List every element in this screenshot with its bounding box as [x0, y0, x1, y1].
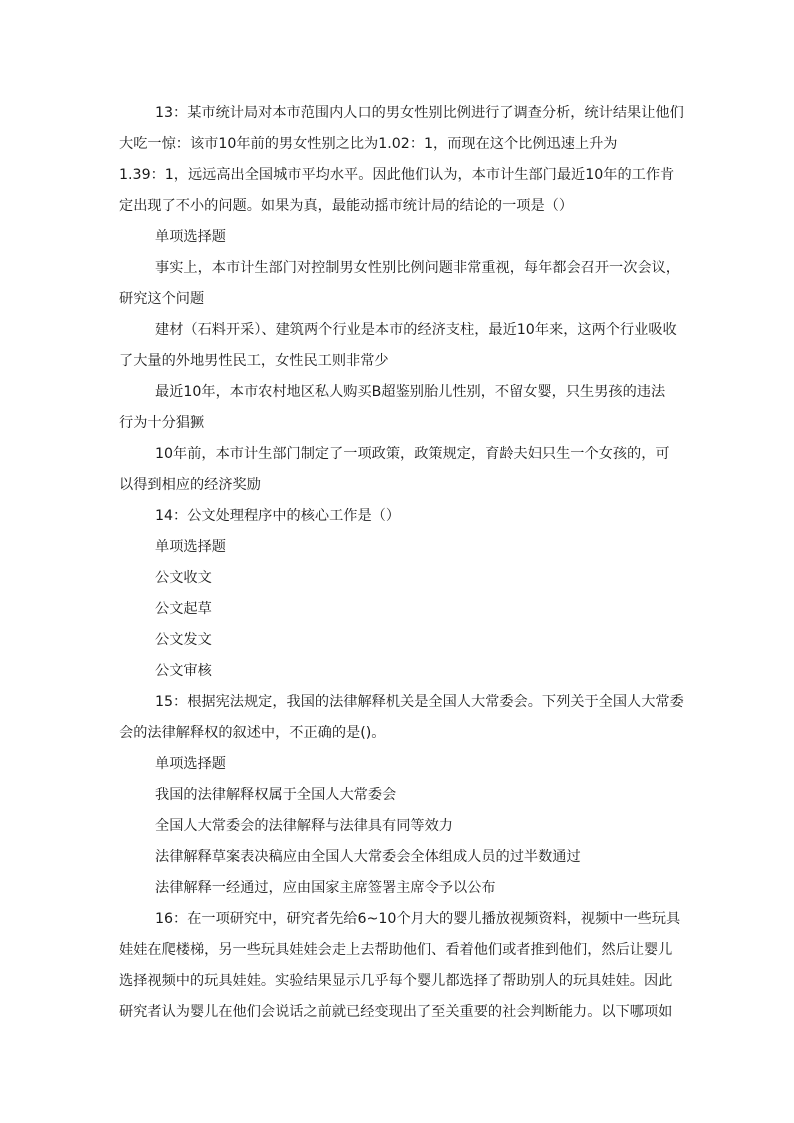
- question-13-line-2: 大吃一惊：该市10年前的男女性别之比为1.02：1，而现在这个比例迅速上升为: [119, 136, 618, 152]
- question-13-option-d: [119, 439, 675, 501]
- option-line: 最近10年，本市农村地区私人购买B超鉴别胎儿性别，不留女婴，只生男孩的违法: [155, 384, 666, 400]
- question-15-option-a: 我国的法律解释权属于全国人大常委会: [155, 787, 397, 803]
- question-16-stem: [119, 904, 681, 1028]
- question-14-option-d: 公文审核: [155, 663, 212, 679]
- question-13-option-c: [119, 377, 675, 439]
- question-13-line-4: 定出现了不小的问题。如果为真，最能动摇市统计局的结论的一项是（）: [119, 198, 574, 214]
- question-14-stem: 14：公文处理程序中的核心工作是（）: [155, 508, 401, 524]
- option-line: 研究这个问题: [119, 291, 205, 307]
- question-13-option-b: [119, 315, 675, 377]
- question-14-option-c: 公文发文: [155, 632, 212, 648]
- option-line: 行为十分猖獗: [119, 415, 205, 431]
- question-15-type: 单项选择题: [155, 756, 226, 772]
- document-body: [119, 98, 684, 1028]
- question-16-line-1: 16：在一项研究中，研究者先给6~10个月大的婴儿播放视频资料，视频中一些玩具: [155, 911, 681, 927]
- question-15-option-c: 法律解释草案表决稿应由全国人大常委会全体组成人员的过半数通过: [155, 849, 581, 865]
- question-14-type: 单项选择题: [155, 539, 226, 555]
- option-line: 10年前，本市计生部门制定了一项政策，政策规定，育龄夫妇只生一个女孩的，可: [155, 446, 670, 462]
- question-13-type: 单项选择题: [155, 229, 226, 245]
- option-line: 了大量的外地男性民工，女性民工则非常少: [119, 353, 389, 369]
- option-line: 以得到相应的经济奖励: [119, 477, 261, 493]
- option-line: 事实上，本市计生部门对控制男女性别比例问题非常重视，每年都会召开一次会议，: [155, 260, 680, 276]
- question-13-line-3: 1.39：1，远远高出全国城市平均水平。因此他们认为，本市计生部门最近10年的工作肯: [119, 167, 675, 183]
- question-14-option-a: 公文收文: [155, 570, 212, 586]
- option-line: 建材（石料开采）、建筑两个行业是本市的经济支柱，最近10年来，这两个行业吸收: [155, 322, 677, 338]
- question-16-line-4: 研究者认为婴儿在他们会说话之前就已经变现出了至关重要的社会判断能力。以下哪项如: [119, 1004, 673, 1020]
- question-15-line-2: 会的法律解释权的叙述中，不正确的是()。: [119, 725, 386, 741]
- question-13-option-a: [119, 253, 680, 315]
- question-16-line-2: 娃娃在爬楼梯，另一些玩具娃娃会走上去帮助他们、看着他们或者推到他们，然后让婴儿: [119, 942, 673, 958]
- question-14-option-b: 公文起草: [155, 601, 212, 617]
- question-15-option-d: 法律解释一经通过，应由国家主席签署主席令予以公布: [155, 880, 496, 896]
- question-15-option-b: 全国人大常委会的法律解释与法律具有同等效力: [155, 818, 453, 834]
- question-15-line-1: 15：根据宪法规定，我国的法律解释机关是全国人大常委会。下列关于全国人大常委: [155, 694, 684, 710]
- question-13-stem: [119, 98, 684, 222]
- question-15-stem: [119, 687, 684, 749]
- question-13-line-1: 13：某市统计局对本市范围内人口的男女性别比例进行了调查分析，统计结果让他们: [155, 105, 684, 121]
- question-16-line-3: 选择视频中的玩具娃娃。实验结果显示几乎每个婴儿都选择了帮助别人的玩具娃娃。因此: [119, 973, 673, 989]
